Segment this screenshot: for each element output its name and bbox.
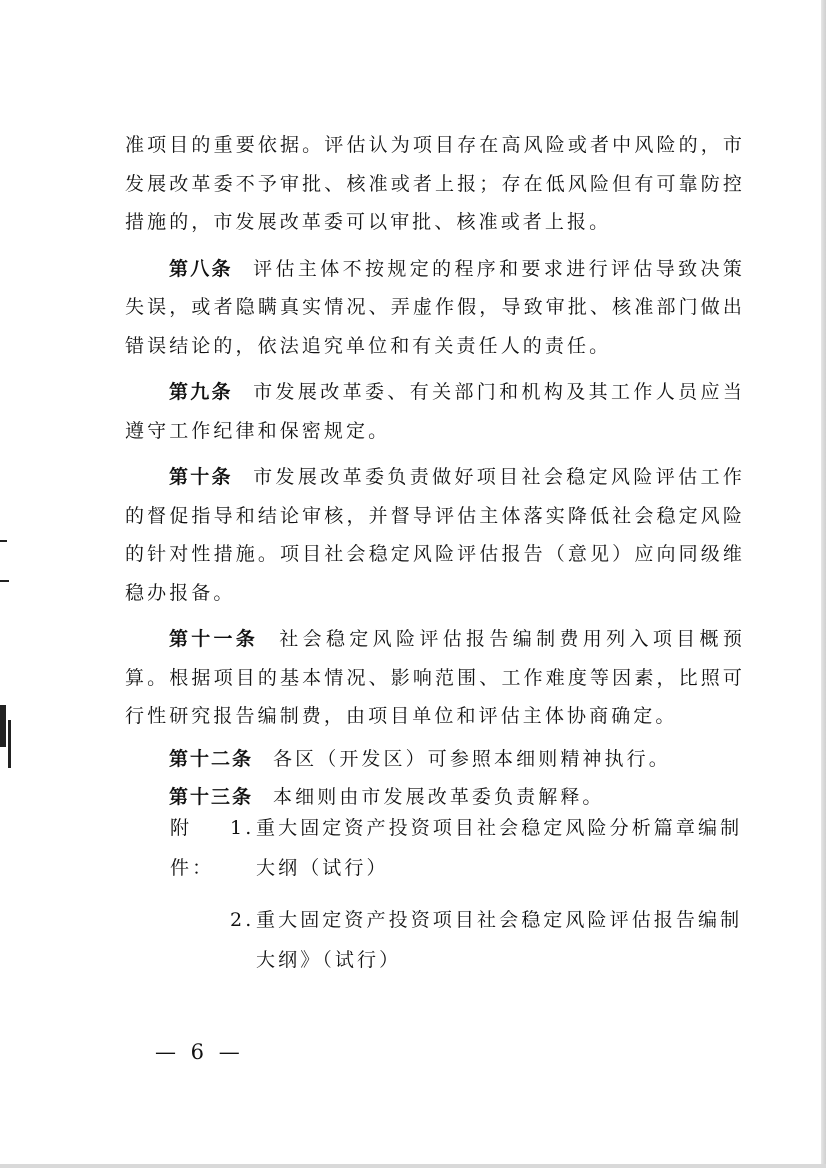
binding-mark (8, 720, 11, 768)
scan-edge-right (821, 0, 826, 1168)
article-text: 市发展改革委、有关部门和机构及其工作人员应当遵守工作纪律和保密规定。 (125, 381, 745, 442)
binding-mark (0, 540, 7, 542)
attachment-item (170, 900, 750, 980)
scan-edge-bottom (0, 1164, 826, 1168)
article-number: 第九条 (169, 381, 233, 403)
attachment-title: 重大固定资产投资项目社会稳定风险评估报告编制大纲》（试行） (256, 909, 743, 971)
document-body (125, 126, 745, 817)
paragraph-continuation: 准项目的重要依据。评估认为项目存在高风险或者中风险的，市发展改革委不予审批、核准或者上报；存在低风险但有可靠防控措施的，市发展改革委可以审批、核准或者上报。 (125, 134, 745, 233)
attachment-number: 2. (230, 909, 255, 931)
attachment-title: 重大固定资产投资项目社会稳定风险分析篇章编制大纲（试行） (256, 817, 743, 879)
article-text: 各区（开发区）可参照本细则精神执行。 (273, 747, 671, 770)
article-text: 市发展改革委负责做好项目社会稳定风险评估工作的督促指导和结论审核，并督导评估主体落实降低社会稳定风险的针对性措施。项目社会稳定风险评估报告（意见）应向同级维稳办报备。 (125, 466, 745, 604)
attachments-list (170, 808, 750, 980)
article-number: 第十二条 (169, 747, 254, 770)
attachment-item (170, 808, 750, 888)
article-11 (125, 620, 745, 736)
article-text: 评估主体不按规定的程序和要求进行评估导致决策失误，或者隐瞒真实情况、弄虚作假，导致审批、核准部门做出错误结论的，依法追究单位和有关责任人的责任。 (125, 257, 745, 357)
article-8 (125, 250, 745, 366)
article-number: 第十三条 (169, 786, 254, 808)
article-10 (125, 458, 745, 612)
binding-mark (0, 580, 9, 582)
article-text: 本细则由市发展改革委负责解释。 (273, 786, 605, 808)
article-number: 第十条 (169, 466, 233, 488)
binding-mark (0, 705, 6, 747)
attachment-number: 1. (230, 817, 255, 839)
attachments-label: 附件： (170, 817, 215, 879)
article-number: 第八条 (169, 257, 233, 280)
page-number: — 6 — (155, 1040, 244, 1064)
article-12 (125, 740, 745, 779)
article-text: 社会稳定风险评估报告编制费用列入项目概预算。根据项目的基本情况、影响范围、工作难度等因素，比照可行性研究报告编制费，由项目单位和评估主体协商确定。 (125, 628, 745, 727)
article-number: 第十一条 (169, 628, 258, 650)
article-9 (125, 373, 745, 450)
